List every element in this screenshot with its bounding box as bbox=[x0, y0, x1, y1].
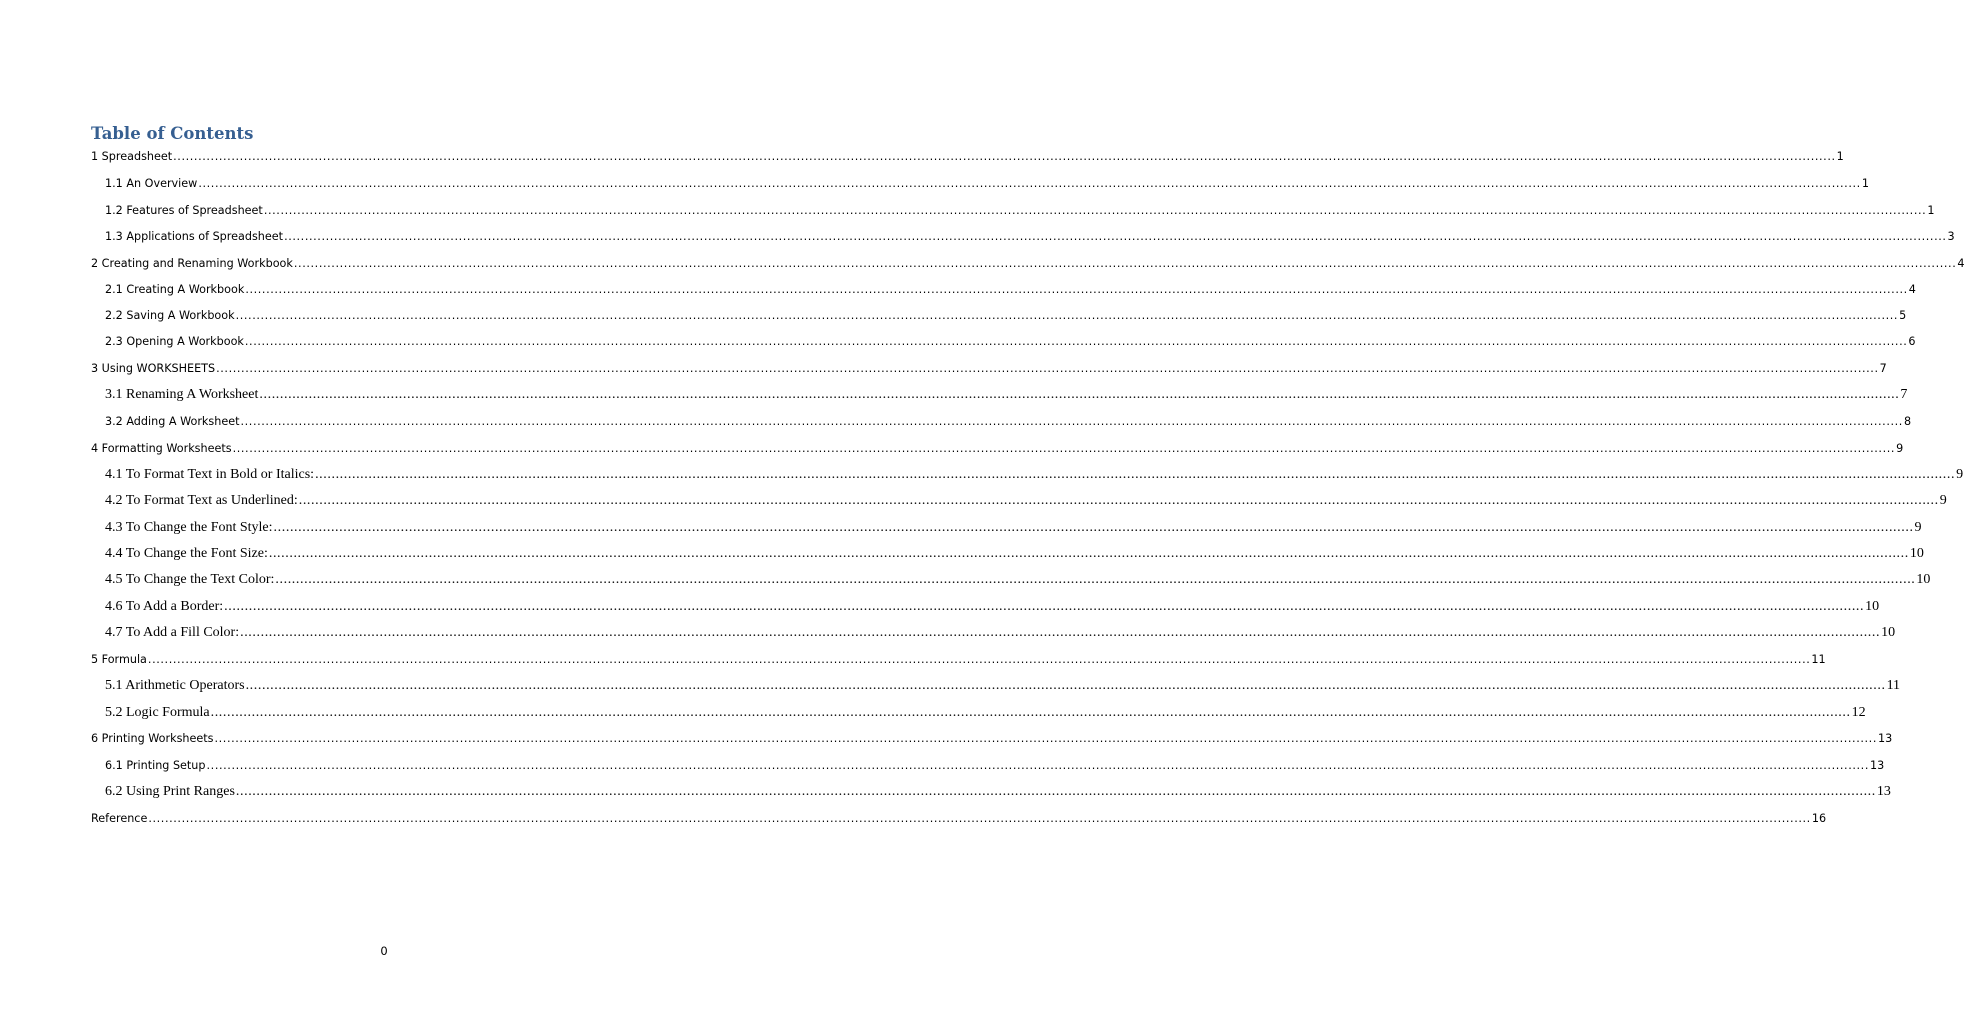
toc-entry-label: 6 Printing Worksheets bbox=[91, 732, 214, 745]
toc-dot-leader: ................................................................................................................................................................................................................................................................................................................................................................................................................ bbox=[298, 493, 1939, 508]
toc-dot-leader: ................................................................................................................................................................................................................................................................................................................................................................................................................ bbox=[147, 653, 1811, 666]
toc-dot-leader: ................................................................................................................................................................................................................................................................................................................................................................................................................ bbox=[235, 309, 1899, 322]
toc-entry-page-number: 6 bbox=[1908, 335, 1916, 348]
toc-dot-leader: ................................................................................................................................................................................................................................................................................................................................................................................................................ bbox=[240, 415, 1903, 428]
toc-entry-page-number: 3 bbox=[1947, 230, 1955, 243]
toc-entry[interactable] bbox=[91, 440, 1904, 457]
toc-entry[interactable] bbox=[91, 255, 1965, 272]
toc-entry-page-number: 4 bbox=[1957, 257, 1965, 270]
toc-entry-label: 4.4 To Change the Font Size: bbox=[105, 546, 268, 561]
toc-entry[interactable] bbox=[105, 545, 1924, 562]
toc-entry[interactable] bbox=[105, 598, 1880, 615]
toc-entry[interactable] bbox=[105, 466, 1964, 483]
toc-entry-label: 1.3 Applications of Spreadsheet bbox=[105, 230, 284, 243]
toc-entry-label: 1.2 Features of Spreadsheet bbox=[105, 204, 263, 217]
toc-dot-leader: ................................................................................................................................................................................................................................................................................................................................................................................................................ bbox=[275, 572, 1916, 587]
toc-entry[interactable] bbox=[105, 307, 1907, 324]
toc-dot-leader: ................................................................................................................................................................................................................................................................................................................................................................................................................ bbox=[214, 732, 1877, 745]
toc-dot-leader: ................................................................................................................................................................................................................................................................................................................................................................................................................ bbox=[224, 599, 1865, 614]
toc-entry[interactable] bbox=[105, 677, 1901, 694]
toc-dot-leader: ................................................................................................................................................................................................................................................................................................................................................................................................................ bbox=[198, 177, 1861, 190]
toc-entry-page-number: 10 bbox=[1881, 625, 1896, 640]
toc-entry-label: 6.2 Using Print Ranges bbox=[105, 784, 235, 799]
toc-entry[interactable] bbox=[105, 281, 1916, 298]
toc-entry-page-number: 11 bbox=[1886, 678, 1901, 693]
toc-entry-label: 6.1 Printing Setup bbox=[105, 759, 206, 772]
toc-entry[interactable] bbox=[105, 704, 1866, 721]
toc-entry[interactable] bbox=[91, 810, 1827, 827]
toc-entry-label: 5.1 Arithmetic Operators bbox=[105, 678, 245, 693]
page-number: 0 bbox=[380, 944, 388, 958]
toc-entry-label: 1.1 An Overview bbox=[105, 177, 198, 190]
toc-entry-label: 5.2 Logic Formula bbox=[105, 705, 210, 720]
toc-entry-page-number: 1 bbox=[1836, 150, 1844, 163]
toc-entry-page-number: 8 bbox=[1903, 415, 1912, 428]
toc-entry-page-number: 1 bbox=[1861, 177, 1869, 190]
toc-entry-label: 4.1 To Format Text in Bold or Italics: bbox=[105, 467, 315, 482]
toc-entry[interactable] bbox=[91, 730, 1893, 747]
toc-entry-label: Reference bbox=[91, 812, 148, 825]
toc-entry-page-number: 11 bbox=[1811, 653, 1826, 666]
toc-entry-page-number: 9 bbox=[1939, 493, 1947, 508]
toc-entry[interactable] bbox=[105, 571, 1931, 588]
toc-entry-label: 2.1 Creating A Workbook bbox=[105, 283, 245, 296]
toc-entry[interactable] bbox=[91, 651, 1826, 668]
toc-entry-label: 3 Using WORKSHEETS bbox=[91, 362, 216, 375]
toc-entry[interactable] bbox=[105, 386, 1908, 403]
toc-entry[interactable] bbox=[105, 175, 1869, 192]
toc-dot-leader: ................................................................................................................................................................................................................................................................................................................................................................................................................ bbox=[293, 257, 1957, 270]
toc-dot-leader: ................................................................................................................................................................................................................................................................................................................................................................................................................ bbox=[240, 625, 1881, 640]
toc-entry-page-number: 5 bbox=[1899, 309, 1907, 322]
toc-dot-leader: ................................................................................................................................................................................................................................................................................................................................................................................................................ bbox=[268, 546, 1909, 561]
toc-dot-leader: ................................................................................................................................................................................................................................................................................................................................................................................................................ bbox=[148, 812, 1811, 825]
toc-entry-page-number: 16 bbox=[1811, 812, 1827, 825]
toc-entry-page-number: 7 bbox=[1900, 387, 1908, 402]
toc-entry-label: 4.6 To Add a Border: bbox=[105, 599, 224, 614]
toc-entry[interactable] bbox=[105, 333, 1916, 350]
toc-entry[interactable] bbox=[91, 360, 1887, 377]
toc-title: Table of Contents bbox=[91, 124, 254, 143]
toc-entry[interactable] bbox=[105, 783, 1891, 800]
toc-dot-leader: ................................................................................................................................................................................................................................................................................................................................................................................................................ bbox=[235, 784, 1876, 799]
toc-entry-page-number: 9 bbox=[1896, 442, 1904, 455]
toc-dot-leader: ................................................................................................................................................................................................................................................................................................................................................................................................................ bbox=[284, 230, 1947, 243]
toc-dot-leader: ................................................................................................................................................................................................................................................................................................................................................................................................................ bbox=[245, 678, 1886, 693]
toc-entry-label: 4.3 To Change the Font Style: bbox=[105, 520, 273, 535]
toc-entry-label: 3.1 Renaming A Worksheet bbox=[105, 387, 259, 402]
toc-dot-leader: ................................................................................................................................................................................................................................................................................................................................................................................................................ bbox=[232, 442, 1896, 455]
toc-entry-page-number: 10 bbox=[1916, 572, 1931, 587]
toc-dot-leader: ................................................................................................................................................................................................................................................................................................................................................................................................................ bbox=[210, 705, 1851, 720]
toc-entry-page-number: 4 bbox=[1908, 283, 1916, 296]
toc-dot-leader: ................................................................................................................................................................................................................................................................................................................................................................................................................ bbox=[173, 150, 1836, 163]
toc-entry-label: 4.5 To Change the Text Color: bbox=[105, 572, 275, 587]
toc-entry-label: 2.2 Saving A Workbook bbox=[105, 309, 235, 322]
toc-dot-leader: ................................................................................................................................................................................................................................................................................................................................................................................................................ bbox=[273, 520, 1914, 535]
toc-dot-leader: ................................................................................................................................................................................................................................................................................................................................................................................................................ bbox=[216, 362, 1879, 375]
toc-dot-leader: ................................................................................................................................................................................................................................................................................................................................................................................................................ bbox=[206, 759, 1869, 772]
toc-entry-label: 2 Creating and Renaming Workbook bbox=[91, 257, 293, 270]
toc-entry-page-number: 13 bbox=[1876, 784, 1891, 799]
toc-entry-page-number: 9 bbox=[1956, 467, 1964, 482]
toc-entry[interactable] bbox=[105, 624, 1896, 641]
toc-dot-leader: ................................................................................................................................................................................................................................................................................................................................................................................................................ bbox=[244, 335, 1908, 348]
toc-dot-leader: ................................................................................................................................................................................................................................................................................................................................................................................................................ bbox=[245, 283, 1908, 296]
toc-entry-page-number: 10 bbox=[1865, 599, 1880, 614]
toc-entry[interactable] bbox=[105, 228, 1955, 245]
toc-entry-label: 3.2 Adding A Worksheet bbox=[105, 415, 240, 428]
toc-entry-page-number: 10 bbox=[1909, 546, 1924, 561]
toc-entry-page-number: 7 bbox=[1879, 362, 1887, 375]
toc-entry-label: 4.7 To Add a Fill Color: bbox=[105, 625, 240, 640]
toc-dot-leader: ................................................................................................................................................................................................................................................................................................................................................................................................................ bbox=[315, 467, 1956, 482]
toc-dot-leader: ................................................................................................................................................................................................................................................................................................................................................................................................................ bbox=[263, 204, 1927, 217]
toc-entry-page-number: 13 bbox=[1877, 732, 1893, 745]
toc-entry-page-number: 9 bbox=[1914, 520, 1922, 535]
toc-entry[interactable] bbox=[105, 202, 1935, 219]
toc-entry-label: 2.3 Opening A Workbook bbox=[105, 335, 244, 348]
toc-entry-page-number: 1 bbox=[1927, 204, 1935, 217]
toc-entry-label: 1 Spreadsheet bbox=[91, 150, 173, 163]
toc-entry-page-number: 12 bbox=[1851, 705, 1866, 720]
toc-entry-label: 5 Formula bbox=[91, 653, 147, 666]
toc-entry[interactable] bbox=[105, 413, 1912, 430]
toc-entry[interactable] bbox=[105, 757, 1885, 774]
toc-entry-page-number: 13 bbox=[1870, 759, 1885, 772]
toc-entry[interactable] bbox=[105, 492, 1947, 509]
toc-entry[interactable] bbox=[105, 519, 1922, 536]
toc-entry-label: 4 Formatting Worksheets bbox=[91, 442, 232, 455]
toc-entry[interactable] bbox=[91, 148, 1844, 165]
toc-dot-leader: ................................................................................................................................................................................................................................................................................................................................................................................................................ bbox=[259, 387, 1900, 402]
toc-entry-label: 4.2 To Format Text as Underlined: bbox=[105, 493, 298, 508]
